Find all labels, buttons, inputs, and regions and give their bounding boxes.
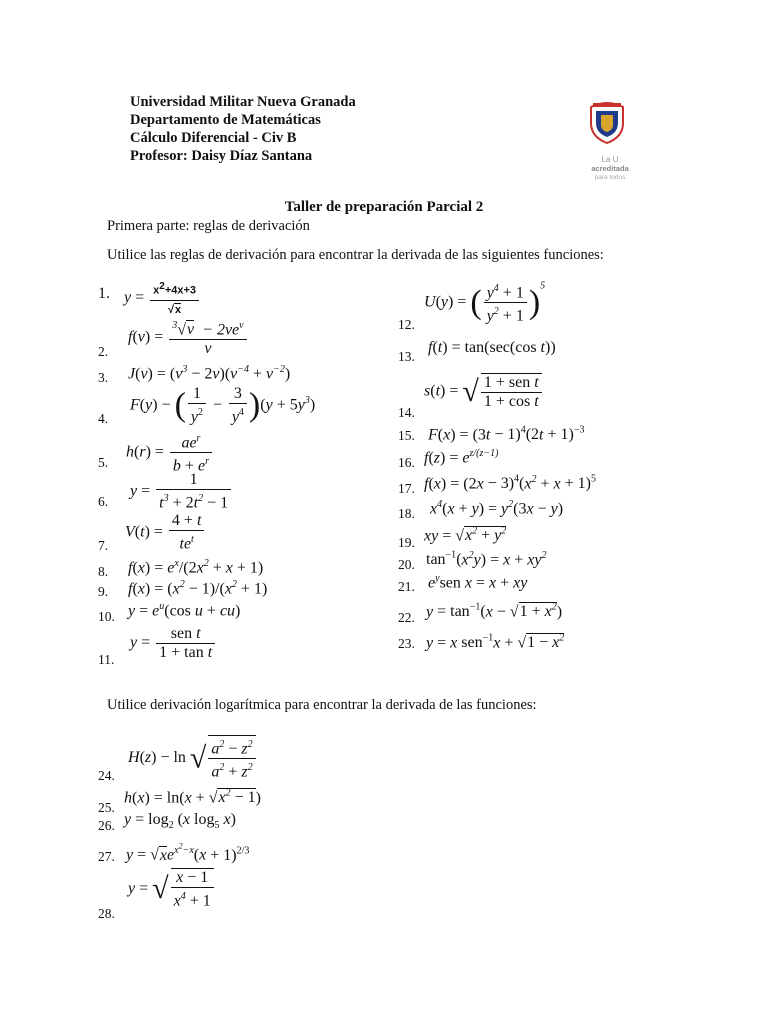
exercise-number: 21. (398, 579, 415, 594)
exercise-number: 9. (98, 584, 109, 599)
formula-12: U(y) = ( $\frac{y^4 + 1}{y^2 + 1}$ )$^5$ (424, 280, 546, 325)
university-logo (575, 97, 635, 187)
formula-23: y = x $sen^{-1}x + √1 - x^2$ (426, 633, 565, 652)
formula-1: y = $\frac{x^2+4x+3}{√x}$ (124, 278, 201, 319)
exercise-number: 18. (398, 506, 415, 521)
formula-26: $y = \log_2 (x$ $\log_5 x$) (124, 811, 236, 832)
exercise-number: 6. (98, 494, 109, 509)
formula-24: H(z) − ln √ $\frac{a^2 - z^2}{a^2 + z^2}$ (128, 735, 258, 782)
logo-line-1: La U (601, 155, 619, 164)
exercise-number: 5. (98, 455, 109, 470)
logo-line-3: para todos (594, 174, 626, 181)
formula-11: y = $\frac{\text{sen t}}{\text{1 + tan t}}$ (130, 625, 217, 662)
exercise-number: 12. (398, 317, 415, 332)
logo-tagline (581, 155, 639, 182)
exercise-number: 22. (398, 610, 415, 625)
instructions-log-derivation: Utilice derivación logarítmica para encontrar la derivada de las funciones: (107, 697, 537, 713)
exercise-number: 23. (398, 636, 415, 651)
exercise-number: 24. (98, 768, 115, 783)
formula-18: $x^4(x + y) = y^2(3x - y)$ (430, 499, 564, 518)
formula-25: $h(x) = \ln(x + √x^2 - 1)$ (124, 788, 261, 807)
university-name: Universidad Militar Nueva Granada (130, 94, 356, 110)
university-shield-icon (587, 101, 627, 145)
exercise-number: 3. (98, 370, 109, 385)
professor-name: Profesor: Daisy Díaz Santana (130, 148, 313, 164)
exercise-number: 16. (398, 455, 415, 470)
exercise-number: 26. (98, 818, 115, 833)
formula-14: s(t) = √ $\frac{\text{1 + sen t}}{\text{1 + cos t}}$ (424, 373, 544, 411)
exercise-number: 11. (98, 652, 115, 667)
exercise-number: 15. (398, 428, 415, 443)
formula-9: $f(x) = (x^2 - 1)/(x^2 + 1)$ (128, 579, 268, 598)
logo-line-2: acreditada (591, 164, 629, 173)
exercise-number: 13. (398, 349, 415, 364)
exercise-number: 20. (398, 557, 415, 572)
formula-17: $f(x) = (2x - 3)^4(x^2 + x + 1)^5$ (424, 474, 596, 493)
formula-2: f(v) = $\frac{^3√v - 2ve^v}{v}$ (128, 317, 249, 358)
formula-5: h(r) = $\frac{ae^r}{b + e^r}$ (126, 430, 214, 476)
exercise-number: 1. (98, 285, 110, 302)
exercise-number: 2. (98, 344, 109, 359)
exercise-number: 8. (98, 564, 109, 579)
formula-13: f(t) = tan(sec(cos t)) (428, 339, 556, 356)
exercise-number: 28. (98, 906, 115, 921)
formula-22: $y = \tan^{-1}(x - √1 + x^2)$ (426, 602, 563, 621)
formula-8: $f(x) = e^x/(2x^2 + x + 1)$ (128, 558, 264, 577)
formula-3: $J(v) = (v^3 - 2v)(v^{-4} + v^{-2})$ (128, 364, 291, 383)
formula-28: y = √ $\frac{x - 1}{x^4 + 1}$ (128, 868, 216, 910)
part-heading: Primera parte: reglas de derivación (107, 218, 310, 234)
exercise-number: 14. (398, 405, 415, 420)
formula-6: y = $\frac{1}{t^3 + 2t^2 - 1}$ (130, 471, 233, 512)
formula-20: $\tan^{-1}(x^2y) = x + xy^2$ (426, 550, 547, 569)
department-name: Departamento de Matemáticas (130, 112, 321, 128)
formula-21: $e^ysen$ x = x + xy (428, 573, 528, 592)
exercise-number: 27. (98, 849, 115, 864)
formula-7: V(t) = $\frac{4 + t}{te^t}$ (125, 512, 206, 553)
formula-19: xy = $√x^2 + y^2$ (424, 526, 507, 545)
exercise-number: 10. (98, 609, 115, 624)
course-name: Cálculo Diferencial - Civ B (130, 130, 297, 146)
formula-4: F(y) − ( $\frac{1}{y^2}$ − $\frac{3}{y^4}$ )$(y + 5y^3)$ (130, 385, 316, 426)
formula-15: $F(x) = (3t - 1)^4(2t + 1)^{-3}$ (428, 425, 585, 444)
formula-16: $f(z) = e^{z/(z-1)}$ (424, 448, 499, 467)
page-title: Taller de preparación Parcial 2 (284, 199, 484, 215)
formula-10: $y = e^u(\cos$ u + cu) (128, 601, 241, 620)
exercise-number: 7. (98, 538, 109, 553)
instructions-derivation: Utilice las reglas de derivación para encontrar la derivada de las siguientes funciones: (107, 247, 604, 263)
formula-27: $y = √xe^{x^2-x}(x + 1)^{2/3}$ (126, 842, 250, 864)
exercise-number: 25. (98, 800, 115, 815)
exercise-number: 4. (98, 411, 109, 426)
exercise-number: 17. (398, 481, 415, 496)
exercise-number: 19. (398, 535, 415, 550)
